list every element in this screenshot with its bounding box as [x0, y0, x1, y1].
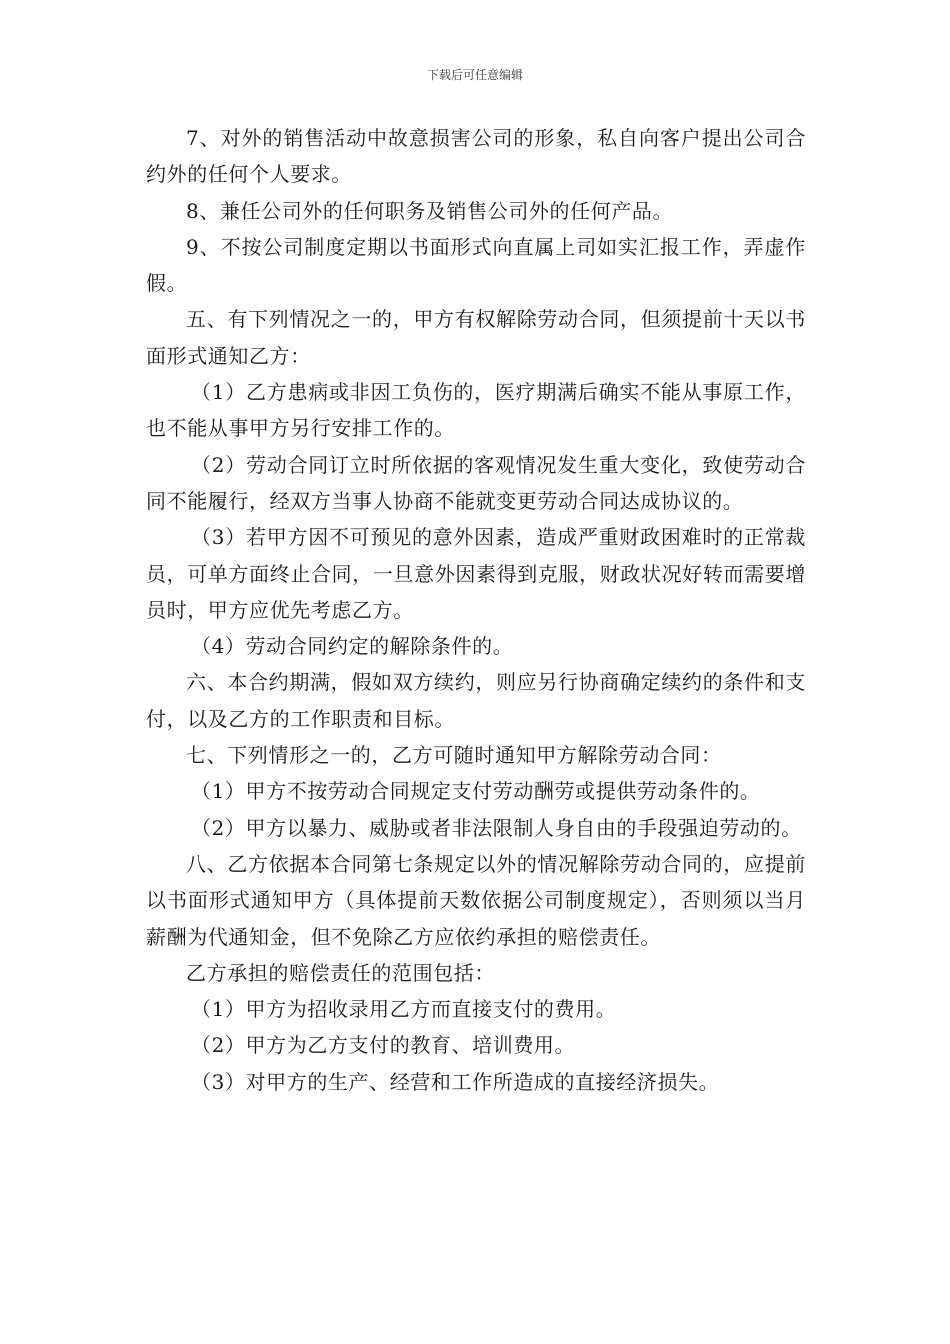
paragraph-section-6: 六、本合约期满，假如双方续约，则应另行协商确定续约的条件和支付，以及乙方的工作职责和目标。 — [146, 670, 806, 731]
paragraph-section-7-item-2: （2）甲方以暴力、威胁或者非法限制人身自由的手段强迫劳动的。 — [191, 815, 802, 840]
paragraph-item-8: 8、兼任公司外的任何职务及销售公司外的任何产品。 — [186, 198, 674, 223]
paragraph-section-5-item-1: （1）乙方患病或非因工负伤的，医疗期满后确实不能从事原工作，也不能从事甲方另行安排工作的。 — [146, 380, 806, 441]
paragraph-section-7: 七、下列情形之一的，乙方可随时通知甲方解除劳动合同： — [186, 743, 722, 768]
document-body — [146, 120, 806, 1100]
paragraph-section-5: 五、有下列情况之一的，甲方有权解除劳动合同，但须提前十天以书面形式通知乙方： — [146, 307, 806, 368]
paragraph-liability-item-3: （3）对甲方的生产、经营和工作所造成的直接经济损失。 — [191, 1069, 720, 1094]
paragraph-liability-item-2: （2）甲方为乙方支付的教育、培训费用。 — [191, 1033, 576, 1058]
paragraph-liability-scope: 乙方承担的赔偿责任的范围包括： — [186, 960, 495, 985]
paragraph-item-9: 9、不按公司制度定期以书面形式向直属上司如实汇报工作，弄虚作假。 — [146, 234, 806, 296]
page-header-note: 下载后可任意编辑 — [426, 68, 523, 82]
paragraph-section-8: 八、乙方依据本合同第七条规定以外的情况解除劳动合同的，应提前以书面形式通知甲方（具体提前天数依据公司制度规定），否则须以当月薪酬为代通知金，但不免除乙方应依约承担的赔偿责任。 — [146, 851, 806, 949]
paragraph-item-7: 7、对外的销售活动中故意损害公司的形象，私自向客户提出公司合约外的任何个人要求。 — [146, 126, 806, 187]
paragraph-liability-item-1: （1）甲方为招收录用乙方而直接支付的费用。 — [191, 997, 617, 1022]
paragraph-section-7-item-1: （1）甲方不按劳动合同规定支付劳动酬劳或提供劳动条件的。 — [191, 779, 761, 804]
paragraph-section-5-item-4: （4）劳动合同约定的解除条件的。 — [191, 634, 514, 659]
paragraph-section-5-item-2: （2）劳动合同订立时所依据的客观情况发生重大变化，致使劳动合同不能履行，经双方当事人协商不能就变更劳动合同达成协议的。 — [146, 452, 806, 513]
paragraph-section-5-item-3: （3）若甲方因不可预见的意外因素，造成严重财政困难时的正常裁员，可单方面终止合同，一旦意外因素得到克服，财政状况好转而需要增员时，甲方应优先考虑乙方。 — [146, 525, 806, 622]
